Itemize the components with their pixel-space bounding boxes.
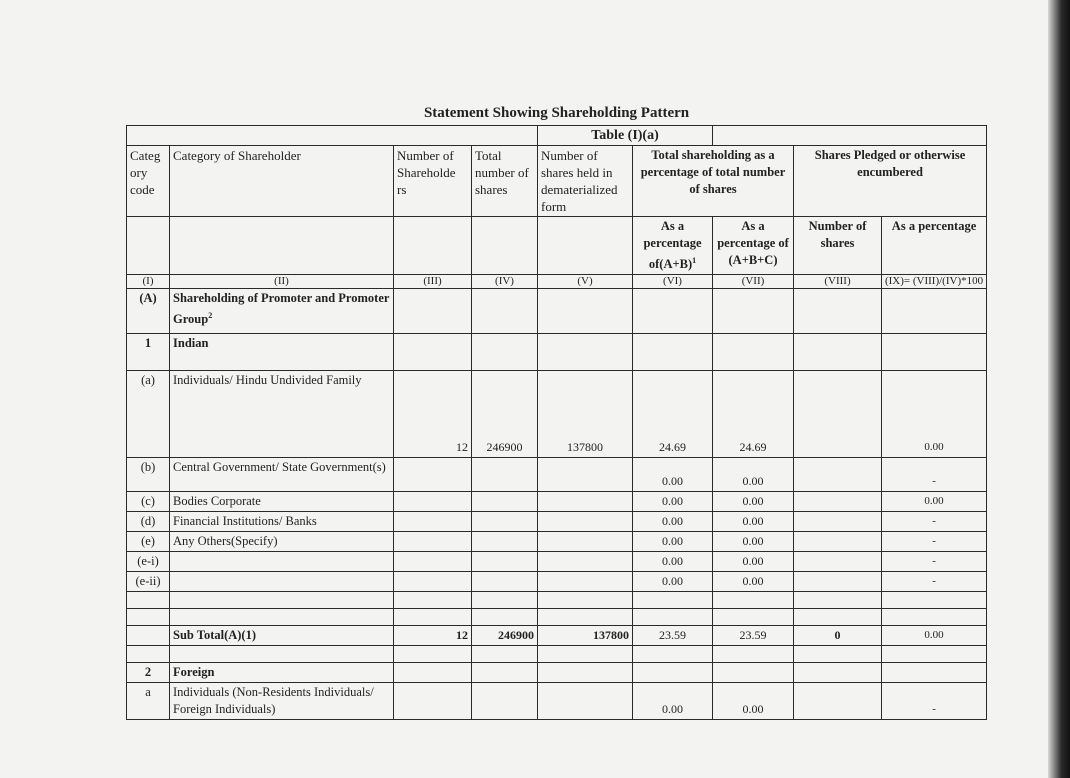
cell-pct-ab: 0.00 <box>633 511 713 531</box>
cell-pct-abc: 24.69 <box>713 370 794 457</box>
empty-cell <box>538 288 633 333</box>
empty-cell <box>794 662 882 682</box>
row-code: (d) <box>127 511 170 531</box>
header-category: Category of Shareholder <box>170 145 394 216</box>
roman-numeral: (V) <box>538 274 633 288</box>
empty-cell <box>394 511 472 531</box>
cell-pct-ab: 23.59 <box>633 625 713 645</box>
row-code: (e-i) <box>127 551 170 571</box>
cell-pct-abc: 0.00 <box>713 571 794 591</box>
row-label: Bodies Corporate <box>170 491 394 511</box>
roman-numeral: (VIII) <box>794 274 882 288</box>
empty-cell <box>633 662 713 682</box>
empty-cell <box>538 531 633 551</box>
cell-total-shares: 246900 <box>472 625 538 645</box>
row-label: Financial Institutions/ Banks <box>170 511 394 531</box>
empty-cell <box>472 608 538 625</box>
row-code: (e) <box>127 531 170 551</box>
row-label: Any Others(Specify) <box>170 531 394 551</box>
empty-cell <box>538 511 633 531</box>
cell-pct-ab: 0.00 <box>633 531 713 551</box>
empty-cell <box>170 591 394 608</box>
table-row <box>127 288 987 333</box>
empty-cell <box>472 288 538 333</box>
empty-cell <box>538 333 633 370</box>
empty-cell <box>794 333 882 370</box>
table-row <box>127 608 987 625</box>
cell-pct-abc: 0.00 <box>713 531 794 551</box>
empty-cell <box>794 591 882 608</box>
row-code: 1 <box>127 333 170 370</box>
empty-cell <box>538 491 633 511</box>
empty-cell <box>472 551 538 571</box>
row-code: (a) <box>127 370 170 457</box>
row-code: a <box>127 682 170 719</box>
empty-cell <box>394 288 472 333</box>
empty-cell <box>538 216 633 274</box>
empty-cell <box>394 457 472 491</box>
empty-cell <box>538 457 633 491</box>
empty-cell <box>127 625 170 645</box>
empty-cell <box>794 457 882 491</box>
empty-cell <box>794 511 882 531</box>
row-code: (A) <box>127 288 170 333</box>
row-label: Indian <box>170 333 394 370</box>
empty-cell <box>882 333 987 370</box>
empty-cell <box>170 645 394 662</box>
row-label: Sub Total(A)(1) <box>170 625 394 645</box>
cell-pledged-pct: 0.00 <box>882 491 987 511</box>
empty-cell <box>394 551 472 571</box>
cell-pct-abc: 0.00 <box>713 511 794 531</box>
header-pct-abc: As a percentage of (A+B+C) <box>713 216 794 274</box>
scan-shadow-edge <box>1048 0 1070 778</box>
empty-cell <box>394 571 472 591</box>
roman-numeral: (I) <box>127 274 170 288</box>
empty-cell <box>472 333 538 370</box>
cell-pledged-number: 0 <box>794 625 882 645</box>
empty-cell <box>472 645 538 662</box>
empty-cell <box>394 662 472 682</box>
header-total-shares: Total number of shares <box>472 145 538 216</box>
row-code: (e-ii) <box>127 571 170 591</box>
empty-cell <box>472 491 538 511</box>
header-demat-shares: Number of shares held in dematerialized form <box>538 145 633 216</box>
roman-numeral: (IX)= (VIII)/(IV)*100 <box>882 274 987 288</box>
empty-cell <box>127 645 170 662</box>
header-category-code: Categ ory code <box>127 145 170 216</box>
cell-pledged-pct: 0.00 <box>882 625 987 645</box>
statement-title: Statement Showing Shareholding Pattern <box>127 103 987 125</box>
empty-cell <box>472 216 538 274</box>
empty-cell <box>882 645 987 662</box>
empty-cell <box>394 216 472 274</box>
cell-pct-abc: 0.00 <box>713 682 794 719</box>
empty-cell <box>472 531 538 551</box>
empty-cell <box>794 531 882 551</box>
empty-cell <box>633 591 713 608</box>
empty-cell <box>713 662 794 682</box>
empty-cell <box>794 645 882 662</box>
shareholding-statement <box>126 103 986 720</box>
cell-pct-ab: 0.00 <box>633 491 713 511</box>
cell-pledged-pct: - <box>882 682 987 719</box>
empty-cell <box>538 608 633 625</box>
table-row <box>127 571 987 591</box>
cell-pct-ab: 0.00 <box>633 571 713 591</box>
cell-pct-ab: 0.00 <box>633 457 713 491</box>
empty-cell <box>882 288 987 333</box>
header-pledged-number: Number of shares <box>794 216 882 274</box>
empty-cell <box>472 662 538 682</box>
cell-demat-shares: 137800 <box>538 625 633 645</box>
table-row <box>127 491 987 511</box>
cell-demat-shares: 137800 <box>538 370 633 457</box>
cell-pct-abc: 0.00 <box>713 551 794 571</box>
table-row <box>127 531 987 551</box>
roman-numeral: (VI) <box>633 274 713 288</box>
cell-pledged-pct: 0.00 <box>882 370 987 457</box>
empty-cell <box>794 608 882 625</box>
empty-cell <box>394 333 472 370</box>
table-row <box>127 682 987 719</box>
empty-cell <box>882 662 987 682</box>
empty-cell <box>394 608 472 625</box>
cell-pledged-pct: - <box>882 571 987 591</box>
header-total-shareholding-pct: Total shareholding as a percentage of total number of shares <box>633 145 794 216</box>
cell-total-shares: 246900 <box>472 370 538 457</box>
empty-cell <box>713 645 794 662</box>
empty-cell <box>394 682 472 719</box>
cell-pledged-pct: - <box>882 511 987 531</box>
empty-cell <box>127 216 170 274</box>
empty-cell <box>633 608 713 625</box>
header-shares-pledged: Shares Pledged or otherwise encumbered <box>794 145 987 216</box>
table-row <box>127 333 987 370</box>
row-label: Central Government/ State Government(s) <box>170 457 394 491</box>
empty-cell <box>170 551 394 571</box>
empty-cell <box>538 571 633 591</box>
table-row <box>127 370 987 457</box>
empty-cell <box>794 551 882 571</box>
empty-cell <box>794 571 882 591</box>
table-row <box>127 457 987 491</box>
empty-cell <box>538 662 633 682</box>
cell-pledged-pct: - <box>882 551 987 571</box>
empty-cell <box>633 645 713 662</box>
table-row <box>127 511 987 531</box>
empty-cell <box>538 591 633 608</box>
empty-cell <box>170 608 394 625</box>
empty-cell <box>472 457 538 491</box>
cell-pct-abc: 0.00 <box>713 491 794 511</box>
cell-pledged-pct: - <box>882 531 987 551</box>
table-row <box>127 645 987 662</box>
empty-cell <box>794 682 882 719</box>
cell-holders: 12 <box>394 625 472 645</box>
empty-cell <box>633 288 713 333</box>
empty-cell <box>394 645 472 662</box>
empty-cell <box>633 333 713 370</box>
table-name: Table (I)(a) <box>538 125 713 145</box>
cell-pct-ab: 0.00 <box>633 682 713 719</box>
cell-pct-abc: 0.00 <box>713 457 794 491</box>
empty-cell <box>538 645 633 662</box>
cell-pct-abc: 23.59 <box>713 625 794 645</box>
empty-cell <box>472 682 538 719</box>
header-pledged-pct: As a percentage <box>882 216 987 274</box>
empty-cell <box>170 571 394 591</box>
roman-numeral: (II) <box>170 274 394 288</box>
row-label: Shareholding of Promoter and Promoter Group$^2$ <box>170 288 394 333</box>
cell-pledged-pct: - <box>882 457 987 491</box>
row-label: Foreign <box>170 662 394 682</box>
empty-cell <box>882 591 987 608</box>
cell-pct-ab: 24.69 <box>633 370 713 457</box>
empty-cell <box>127 591 170 608</box>
empty-cell <box>713 288 794 333</box>
cell-pct-ab: 0.00 <box>633 551 713 571</box>
row-code: (c) <box>127 491 170 511</box>
header-pct-ab: As a percentage $of(A+B)^1$ <box>633 216 713 274</box>
shareholding-table <box>126 103 987 720</box>
empty-cell <box>882 608 987 625</box>
empty-cell <box>538 682 633 719</box>
row-label: Individuals/ Hindu Undivided Family <box>170 370 394 457</box>
row-label: Individuals (Non-Residents Individuals/ Foreign Individuals) <box>170 682 394 719</box>
table-row <box>127 662 987 682</box>
roman-numeral: (III) <box>394 274 472 288</box>
title-spacer-right <box>713 125 987 145</box>
row-code: (b) <box>127 457 170 491</box>
table-row <box>127 591 987 608</box>
empty-cell <box>538 551 633 571</box>
empty-cell <box>794 288 882 333</box>
empty-cell <box>713 333 794 370</box>
cell-holders: 12 <box>394 370 472 457</box>
roman-numeral: (VII) <box>713 274 794 288</box>
roman-numeral: (IV) <box>472 274 538 288</box>
empty-cell <box>394 531 472 551</box>
title-spacer <box>127 125 538 145</box>
empty-cell <box>794 370 882 457</box>
row-code: 2 <box>127 662 170 682</box>
empty-cell <box>472 591 538 608</box>
empty-cell <box>713 591 794 608</box>
empty-cell <box>472 511 538 531</box>
empty-cell <box>127 608 170 625</box>
empty-cell <box>472 571 538 591</box>
table-row <box>127 625 987 645</box>
empty-cell <box>394 591 472 608</box>
empty-cell <box>394 491 472 511</box>
empty-cell <box>713 608 794 625</box>
header-number-of-shareholders: Number of Shareholde rs <box>394 145 472 216</box>
empty-cell <box>794 491 882 511</box>
table-row <box>127 551 987 571</box>
empty-cell <box>170 216 394 274</box>
